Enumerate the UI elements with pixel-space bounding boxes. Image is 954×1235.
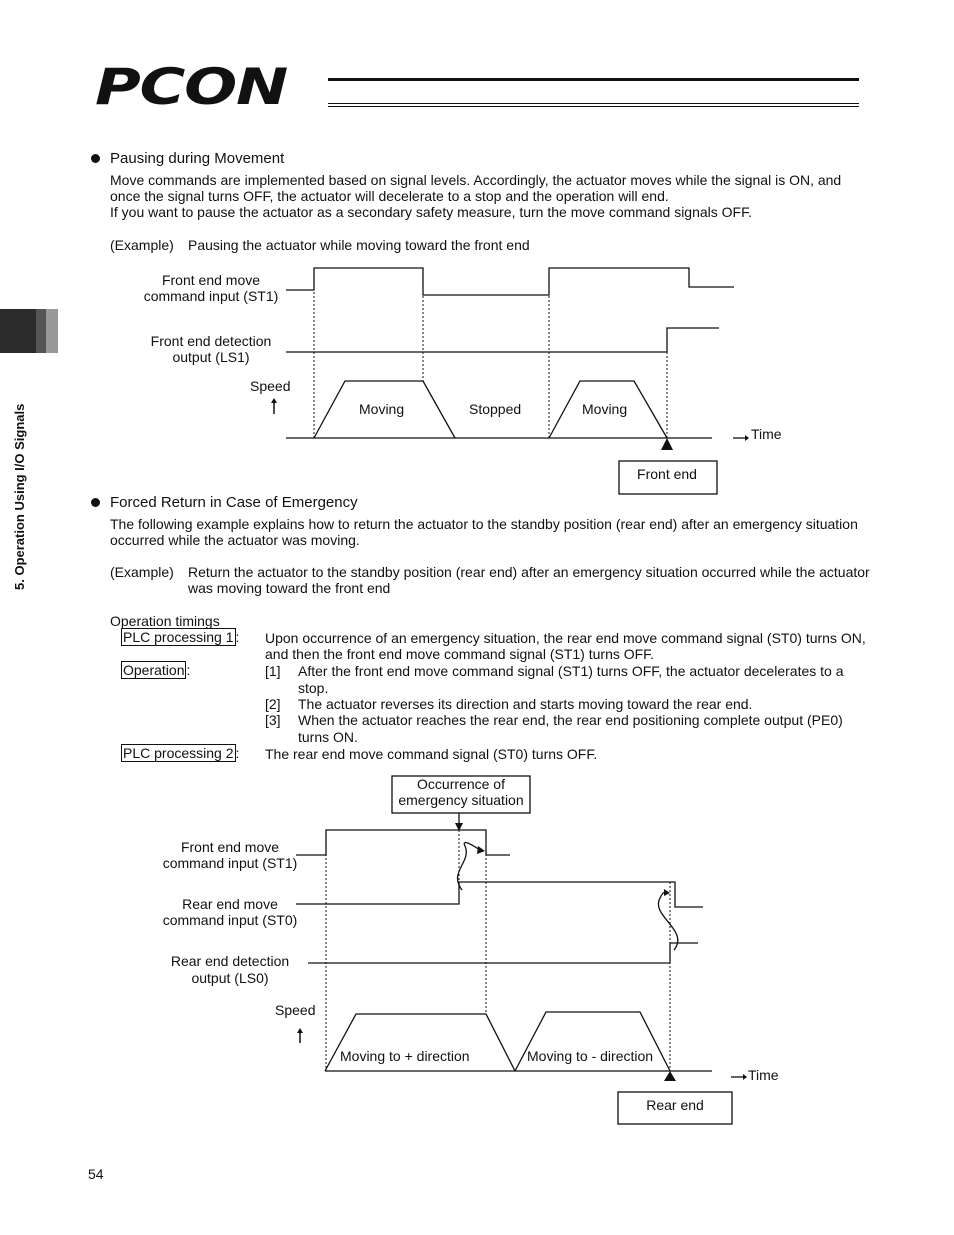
- op-text: The actuator reverses its direction and starts moving toward the rear end.: [298, 696, 753, 712]
- section-heading: Forced Return in Case of Emergency: [110, 494, 358, 511]
- operation-label: [121, 662, 190, 679]
- op-number: [1]: [265, 663, 281, 679]
- ls1-waveform: [286, 328, 719, 352]
- plc1-text: Upon occurrence of an emergency situation, the rear end move command signal (ST0) turns ON,: [265, 630, 866, 646]
- st1-label: Front end move: [161, 272, 261, 288]
- time-arrow-head: [743, 1074, 747, 1080]
- example-text: Return the actuator to the standby position (rear end) after an emergency situation occurred while the actuator: [188, 564, 870, 580]
- op-number: [3]: [265, 712, 281, 728]
- chapter-side-label: 5. Operation Using I/O Signals: [12, 403, 27, 590]
- op-text: stop.: [298, 680, 329, 696]
- ls1-label: Front end detection: [150, 333, 272, 349]
- pcon-logo: PCON: [95, 58, 288, 116]
- rear-end-label: Rear end: [646, 1097, 704, 1113]
- phase-label: Moving: [359, 401, 405, 417]
- op-text: turns ON.: [298, 729, 358, 745]
- st0-label: Rear end move: [182, 896, 278, 912]
- ls0-label: Rear end detection: [170, 953, 290, 969]
- plc1-text: and then the front end move command signal (ST1) turns OFF.: [265, 646, 655, 662]
- rear-end-marker: [664, 1071, 676, 1081]
- front-end-label: Front end: [637, 466, 697, 482]
- paragraph-line: occurred while the actuator was moving.: [110, 532, 360, 548]
- paragraph-line: The following example explains how to return the actuator to the standby position (rear end) after an emergency situation: [110, 516, 858, 532]
- timing-diagram-emergency: [0, 770, 954, 1130]
- plc-processing-2-box: PLC processing 2: [123, 745, 234, 761]
- phase-label: Moving: [582, 401, 628, 417]
- colon: :: [235, 629, 240, 645]
- ls1-label: output (LS1): [172, 349, 250, 365]
- op-text: When the actuator reaches the rear end, the rear end positioning complete output (PE0): [298, 712, 843, 728]
- paragraph-line: Move commands are implemented based on signal levels. Accordingly, the actuator moves while the signal is ON, and: [110, 172, 842, 188]
- causal-arrow-head: [477, 846, 485, 854]
- operation-box: Operation: [123, 662, 185, 678]
- plc-processing-2-label: [121, 745, 239, 762]
- plc2-text: The rear end move command signal (ST0) turns OFF.: [265, 746, 598, 762]
- causal-arrow: [458, 843, 480, 890]
- paragraph-line: once the signal turns OFF, the actuator will decelerate to a stop and the operation will end.: [110, 188, 669, 204]
- bullet-icon: [91, 498, 100, 507]
- phase-label: Moving to + direction: [340, 1048, 470, 1064]
- colon: :: [186, 662, 191, 678]
- speed-arrow-head: [297, 1028, 303, 1033]
- plc-processing-1-box: PLC processing 1: [123, 629, 234, 645]
- op-text: After the front end move command signal (ST1) turns OFF, the actuator decelerates to a: [298, 663, 844, 679]
- st1-label: Front end move: [180, 839, 280, 855]
- st0-waveform: [296, 882, 703, 907]
- time-arrow-head: [745, 435, 749, 441]
- page-number: 54: [88, 1166, 104, 1182]
- paragraph-line: If you want to pause the actuator as a secondary safety measure, turn the move command signals OFF.: [110, 204, 752, 220]
- st1-waveform: [286, 268, 734, 295]
- example-label: (Example): [110, 564, 174, 580]
- speed-label: Speed: [250, 378, 291, 394]
- timing-diagram-pause: [0, 0, 954, 520]
- speed-label: Speed: [275, 1002, 316, 1018]
- plc-processing-1-label: [121, 629, 239, 646]
- time-label: Time: [751, 426, 782, 442]
- st1-label: command input (ST1): [162, 855, 298, 871]
- causal-arrow-head: [664, 889, 670, 896]
- timings-heading: Operation timings: [110, 613, 220, 629]
- example-text: was moving toward the front end: [188, 580, 391, 596]
- st0-label: command input (ST0): [162, 912, 298, 928]
- ls0-waveform: [308, 943, 698, 963]
- emergency-label: Occurrence of: [417, 776, 505, 792]
- phase-label: Stopped: [469, 401, 522, 417]
- emergency-label: emergency situation: [398, 792, 524, 808]
- colon: :: [235, 745, 240, 761]
- phase-label: Moving to - direction: [527, 1048, 654, 1064]
- front-end-marker: [661, 438, 673, 450]
- op-number: [2]: [265, 696, 281, 712]
- time-label: Time: [748, 1067, 779, 1083]
- ls0-label: output (LS0): [191, 970, 269, 986]
- example-text: Pausing the actuator while moving toward the front end: [188, 237, 530, 253]
- section-heading: Pausing during Movement: [110, 150, 285, 167]
- example-label: (Example): [110, 237, 174, 253]
- speed-arrow-head: [271, 398, 277, 403]
- st1-label: command input (ST1): [143, 288, 279, 304]
